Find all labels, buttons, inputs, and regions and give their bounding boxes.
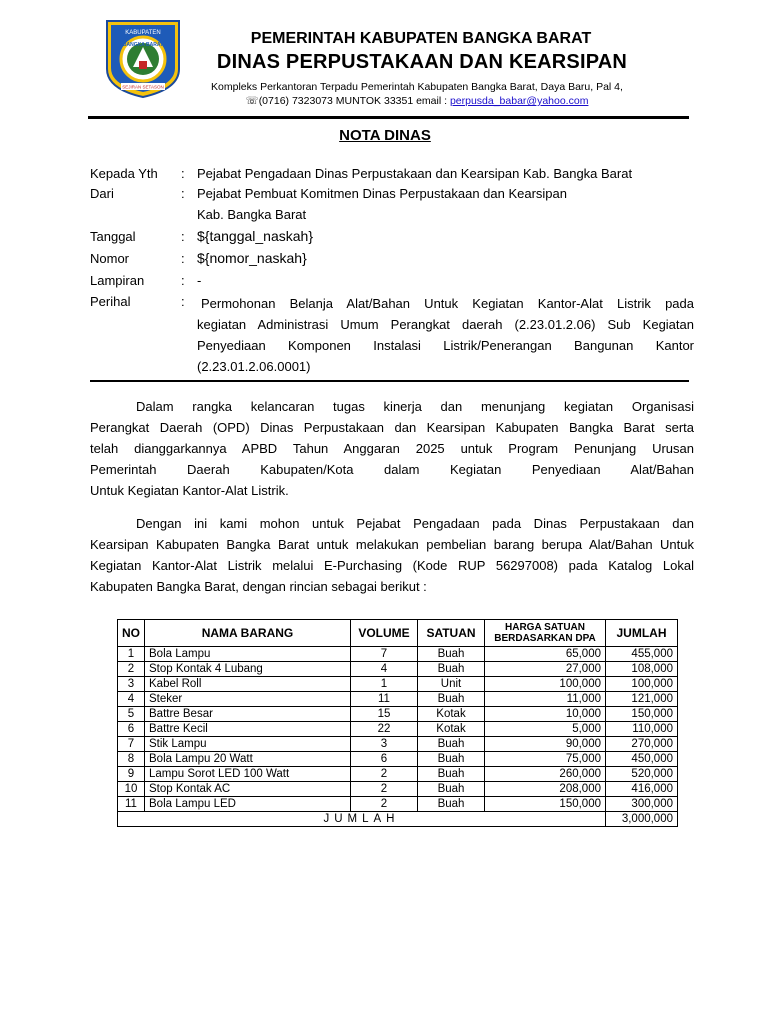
phone-icon: ☏ <box>245 95 259 107</box>
dari-value: Pejabat Pembuat Komitmen Dinas Perpustakaan dan Kearsipan <box>197 186 567 201</box>
cell-total: 520,000 <box>606 767 678 782</box>
cell-volume: 11 <box>351 692 418 707</box>
paragraph-line: Dalam rangka kelancaran tugas kinerja dan menunjang kegiatan Organisasi <box>136 399 694 414</box>
nomor-value: ${nomor_naskah} <box>197 250 307 266</box>
perihal-line: Penyediaan Komponen Instalasi Listrik/Penerangan Bangunan Kantor <box>197 338 694 353</box>
perihal-label: Perihal <box>90 294 131 309</box>
agency-contact <box>180 95 654 107</box>
cell-name: Stik Lampu <box>145 737 351 752</box>
cell-price: 150,000 <box>485 797 606 812</box>
government-name: PEMERINTAH KABUPATEN BANGKA BARAT <box>250 30 592 47</box>
header-name: NAMA BARANG <box>145 620 351 647</box>
paragraph-request <box>90 513 694 597</box>
cell-no: 10 <box>118 782 145 797</box>
perihal-line: kegiatan Administrasi Umum Perangkat daerah (2.23.01.2.06) Sub Kegiatan <box>197 317 694 332</box>
lampiran-label: Lampiran <box>90 273 145 288</box>
header-no: NO <box>118 620 145 647</box>
table-row <box>118 662 678 677</box>
cell-price: 75,000 <box>485 752 606 767</box>
contact-text: (0716) 7323073 MUNTOK 33351 email : <box>258 95 450 107</box>
cell-total: 300,000 <box>606 797 678 812</box>
cell-volume: 3 <box>351 737 418 752</box>
cell-name: Bola Lampu 20 Watt <box>145 752 351 767</box>
nomor-label: Nomor <box>90 251 130 266</box>
cell-volume: 22 <box>351 722 418 737</box>
cell-satuan: Buah <box>418 752 485 767</box>
table-header-row <box>118 620 678 647</box>
cell-total: 108,000 <box>606 662 678 677</box>
table-row <box>118 767 678 782</box>
nomor-colon: : <box>181 251 185 266</box>
paragraph-intro <box>90 396 694 501</box>
cell-no: 2 <box>118 662 145 677</box>
cell-price: 90,000 <box>485 737 606 752</box>
cell-total: 455,000 <box>606 647 678 662</box>
items-table <box>117 619 678 827</box>
dari-label: Dari <box>90 186 114 201</box>
perihal-line: (2.23.01.2.06.0001) <box>197 359 311 374</box>
sum-label: JUMLAH <box>118 812 606 827</box>
lampiran-colon: : <box>181 273 185 288</box>
cell-price: 100,000 <box>485 677 606 692</box>
agency-logo <box>103 17 183 99</box>
cell-satuan: Buah <box>418 797 485 812</box>
header-volume: VOLUME <box>351 620 418 647</box>
perihal-line: Permohonan Belanja Alat/Bahan Untuk Kegiatan Kantor-Alat Listrik pada <box>201 296 694 311</box>
cell-no: 4 <box>118 692 145 707</box>
cell-total: 416,000 <box>606 782 678 797</box>
cell-volume: 2 <box>351 767 418 782</box>
table-row <box>118 782 678 797</box>
cell-total: 270,000 <box>606 737 678 752</box>
cell-total: 150,000 <box>606 707 678 722</box>
cell-name: Battre Besar <box>145 707 351 722</box>
cell-no: 9 <box>118 767 145 782</box>
table-row <box>118 722 678 737</box>
agency-name: DINAS PERPUSTAKAAN DAN KEARSIPAN <box>216 51 628 73</box>
cell-no: 3 <box>118 677 145 692</box>
header-price <box>485 620 606 647</box>
perihal-value <box>197 293 694 377</box>
paragraph-line: Untuk Kegiatan Kantor-Alat Listrik. <box>90 483 289 498</box>
cell-satuan: Buah <box>418 662 485 677</box>
dari-colon: : <box>181 186 185 201</box>
cell-name: Kabel Roll <box>145 677 351 692</box>
sum-value: 3,000,000 <box>606 812 678 827</box>
logo-text-ring: BANGKA BARAT <box>122 42 164 48</box>
kepada-value: Pejabat Pengadaan Dinas Perpustakaan dan Kearsipan Kab. Bangka Barat <box>197 166 633 181</box>
cell-total: 121,000 <box>606 692 678 707</box>
logo-text-motto: SEJIRAN SETASON <box>122 84 164 90</box>
cell-volume: 6 <box>351 752 418 767</box>
cell-volume: 4 <box>351 662 418 677</box>
header-total: JUMLAH <box>606 620 678 647</box>
cell-volume: 7 <box>351 647 418 662</box>
agency-address: Kompleks Perkantoran Terpadu Pemerintah Kabupaten Bangka Barat, Daya Baru, Pal 4, <box>211 81 623 93</box>
cell-price: 11,000 <box>485 692 606 707</box>
table-row <box>118 692 678 707</box>
table-row <box>118 647 678 662</box>
paragraph-line: telah dianggarkannya APBD Tahun Anggaran 2025 untuk Program Penunjang Urusan <box>90 441 694 456</box>
cell-name: Steker <box>145 692 351 707</box>
kepada-label: Kepada Yth <box>90 166 158 181</box>
email-link[interactable]: perpusda_babar@yahoo.com <box>449 95 589 107</box>
cell-price: 208,000 <box>485 782 606 797</box>
header-satuan: SATUAN <box>418 620 485 647</box>
letterhead-divider <box>88 116 689 119</box>
tanggal-label: Tanggal <box>90 229 136 244</box>
cell-price: 260,000 <box>485 767 606 782</box>
cell-price: 5,000 <box>485 722 606 737</box>
paragraph-line: Perangkat Daerah (OPD) Dinas Perpustakaan dan Kearsipan Kabupaten Bangka Barat serta <box>90 420 694 435</box>
lampiran-value: - <box>197 273 202 288</box>
paragraph-line: Kegiatan Kantor-Alat Listrik melalui E-Purchasing (Kode RUP 56297008) pada Katalog Lokal <box>90 558 694 573</box>
cell-volume: 2 <box>351 797 418 812</box>
cell-no: 5 <box>118 707 145 722</box>
perihal-colon: : <box>181 294 185 309</box>
cell-total: 110,000 <box>606 722 678 737</box>
cell-satuan: Buah <box>418 737 485 752</box>
table-row <box>118 677 678 692</box>
cell-no: 11 <box>118 797 145 812</box>
paragraph-line: Dengan ini kami mohon untuk Pejabat Pengadaan pada Dinas Perpustakaan dan <box>136 516 694 531</box>
cell-total: 450,000 <box>606 752 678 767</box>
paragraph-line: Pemerintah Daerah Kabupaten/Kota dalam Kegiatan Penyediaan Alat/Bahan <box>90 462 694 477</box>
logo-text-top: KABUPATEN <box>125 30 161 36</box>
tanggal-colon: : <box>181 229 185 244</box>
cell-volume: 15 <box>351 707 418 722</box>
table-row <box>118 752 678 767</box>
cell-total: 100,000 <box>606 677 678 692</box>
cell-no: 7 <box>118 737 145 752</box>
table-row <box>118 707 678 722</box>
header-price-line1: HARGA SATUAN <box>505 622 585 633</box>
cell-no: 8 <box>118 752 145 767</box>
dari-value-line2: Kab. Bangka Barat <box>197 207 307 222</box>
cell-name: Bola Lampu <box>145 647 351 662</box>
cell-price: 27,000 <box>485 662 606 677</box>
cell-name: Battre Kecil <box>145 722 351 737</box>
paragraph-line: Kabupaten Bangka Barat, dengan rincian sebagai berikut : <box>90 579 427 594</box>
cell-volume: 2 <box>351 782 418 797</box>
cell-satuan: Kotak <box>418 707 485 722</box>
cell-satuan: Buah <box>418 647 485 662</box>
cell-satuan: Buah <box>418 692 485 707</box>
tanggal-value: ${tanggal_naskah} <box>197 228 313 244</box>
document-title: NOTA DINAS <box>339 127 431 144</box>
cell-price: 10,000 <box>485 707 606 722</box>
table-sum-row <box>118 812 678 827</box>
cell-volume: 1 <box>351 677 418 692</box>
cell-name: Stop Kontak AC <box>145 782 351 797</box>
cell-price: 65,000 <box>485 647 606 662</box>
cell-no: 6 <box>118 722 145 737</box>
cell-name: Stop Kontak 4 Lubang <box>145 662 351 677</box>
cell-name: Lampu Sorot LED 100 Watt <box>145 767 351 782</box>
cell-no: 1 <box>118 647 145 662</box>
cell-name: Bola Lampu LED <box>145 797 351 812</box>
header-divider <box>90 380 689 382</box>
table-row <box>118 737 678 752</box>
kepada-colon: : <box>181 166 185 181</box>
cell-satuan: Kotak <box>418 722 485 737</box>
header-price-line2: BERDASARKAN DPA <box>494 633 596 644</box>
cell-satuan: Unit <box>418 677 485 692</box>
cell-satuan: Buah <box>418 782 485 797</box>
table-row <box>118 797 678 812</box>
cell-satuan: Buah <box>418 767 485 782</box>
paragraph-line: Kearsipan Kabupaten Bangka Barat untuk melakukan pembelian barang berupa Alat/Bahan Untuk <box>90 537 694 552</box>
